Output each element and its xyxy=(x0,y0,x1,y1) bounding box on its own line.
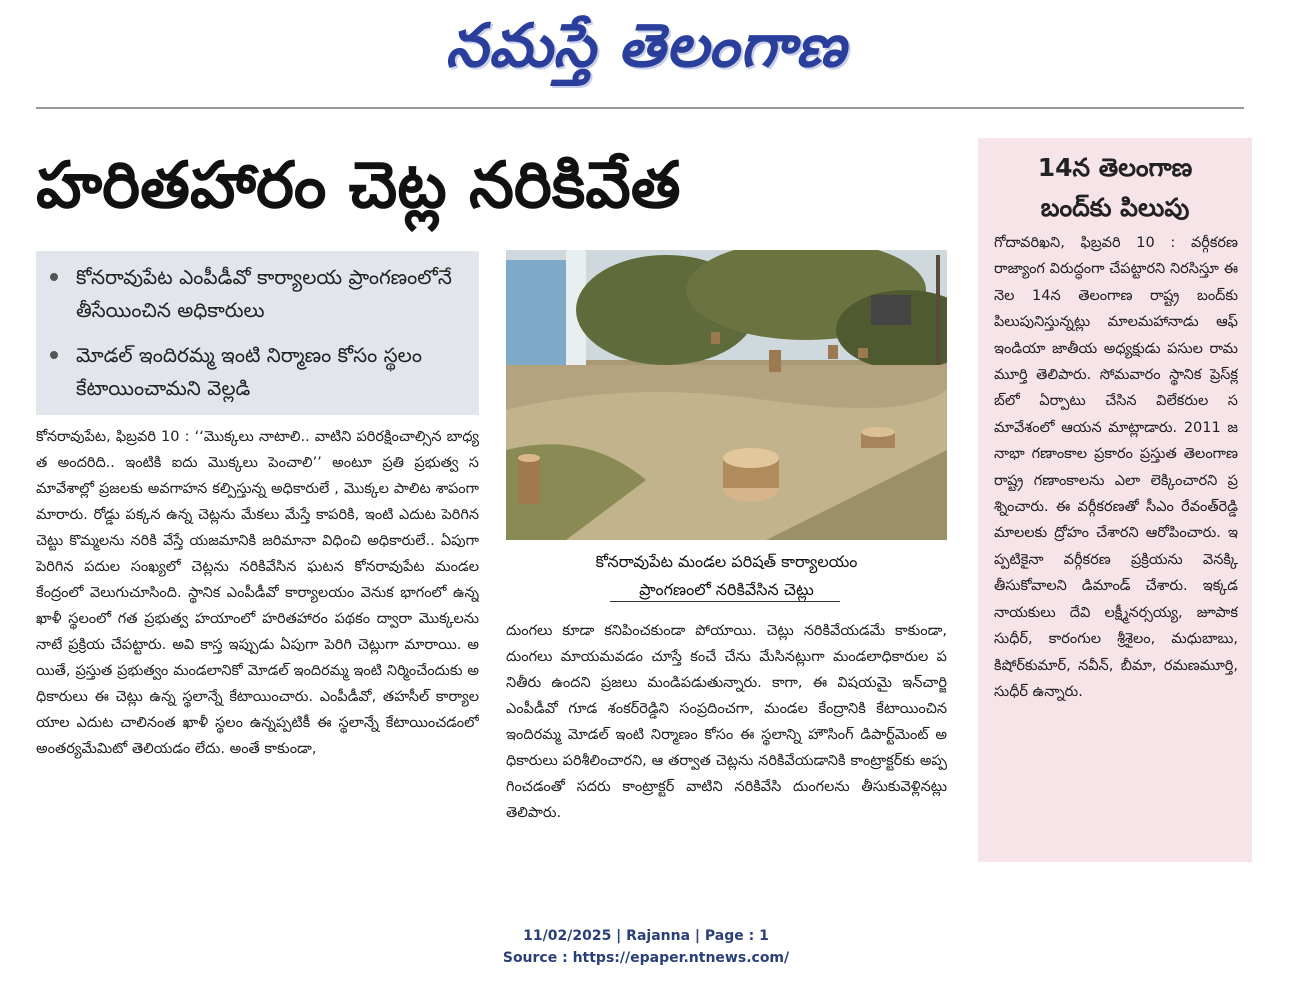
highlight-text: కోనరావుపేట ఎంపీడీవో కార్యాలయ ప్రాంగణంలోనే తీసేయించిన అధికారులు xyxy=(76,265,452,322)
bullet-icon xyxy=(50,351,58,359)
photo-caption xyxy=(506,548,947,604)
sidebar-headline-line2: బంద్‌కు పిలుపు xyxy=(1040,193,1190,222)
footer-date-edition: 11/02/2025 | Rajanna | Page : 1 xyxy=(523,928,769,944)
highlights-box xyxy=(36,251,479,415)
article-photo xyxy=(506,250,947,540)
felled-trees-photo xyxy=(506,250,947,540)
sidebar-headline-line1: 14న తెలంగాణ xyxy=(1037,153,1193,182)
footer-source: Source : https://epaper.ntnews.com/ xyxy=(502,950,790,966)
highlight-item xyxy=(50,261,470,327)
article-body-left: కోనరావుపేట, ఫిబ్రవరి 10 : ‘‘మొక్కలు నాటాలి.. వాటిని పరిరక్షించాల్సిన బాధ్యత అందరిది.. ఇంటికి ఐదు మొక్కలు పెంచాలి’’ అంటూ ప్రతి ప్రభుత్వ సమావేశాల్లో ప్రజలకు అవగాహన కల్పిస్తున్న అధికారులే , మొక్కల పాలిట శాపంగా మారారు. రోడ్డు పక్కన ఉన్న చెట్లను మేకలు మేస్తే కాపరికి, ఇంటి ఎదుట పెరిగిన చెట్టు కొమ్మలను నరికి వేస్తే యజమానికి జరిమానా విధించి అధికారులే.. ఏపుగా పెరిగిన పదుల సంఖ్యలో చెట్లను నరికివేసిన ఘటన కోనరావుపేట మండల కేంద్రంలో వెలుగుచూసింది. స్థానిక ఎంపీడీవో కార్యాలయం వెనుక భాగంలో ఉన్న ఖాళీ స్థలంలో గత ప్రభుత్వ హయాంలో హరితహారం పథకం ద్వారా మొక్కలను నాటే ప్రక్రియ చేపట్టారు. అవి కాస్త ఇప్పుడు ఏపుగా పెరిగి చెట్లుగా మారాయి. అయితే, ప్రస్తుత ప్రభుత్వం మండలానికో మోడల్ ఇందిరమ్మ ఇంటి నిర్మించేందుకు అధికారులు ఈ చెట్లు ఉన్న స్థలాన్నే కేటాయించారు. ఎంపీడీవో, తహసీల్ కార్యాలయాల ఎదుట చాలినంత ఖాళీ స్థలం ఉన్నప్పటికీ ఈ స్థలాన్నే కేటాయించడంలో అంతర్యమేమిటో తెలియడం లేదు. అంతే కాకుండా, xyxy=(36,429,479,757)
masthead-logo: నమస్తే తెలంగాణ xyxy=(445,11,847,81)
article-body-middle: దుంగలు కూడా కనిపించకుండా పోయాయి. చెట్లు నరికివేయడమే కాకుండా, దుంగలు మాయమవడం చూస్తే కంచే చేను మేసినట్లుగా మండలాధికారుల పనితీరు ఉందని ప్రజలు మండిపడుతున్నారు. కాగా, ఈ విషయమై ఇన్‌చార్జి ఎంపీడీవో గూడ శంకర్‌రెడ్డిని సంప్రదించగా, మండల కేంద్రానికి కేటాయించిన ఇందిరమ్మ మోడల్ ఇంటి నిర్మాణం కోసం ఈ స్థలాన్ని హౌసింగ్ డిపార్ట్‌మెంట్ అధికారులు పరిశీలించారని, ఆ తర్వాత చెట్లను నరికివేయడానికి కాంట్రాక్టర్‌కు అప్పగించడంతో సదరు కాంట్రాక్టర్ వాటిని నరికివేసి దుంగలను తీసుకువెళ్లినట్లు తెలిపారు. xyxy=(506,623,947,821)
caption-underline xyxy=(610,601,840,602)
sidebar-body: గోదావరిఖని, ఫిబ్రవరి 10 : వర్గీకరణ రాజ్యాంగ విరుద్ధంగా చేపట్టారని నిరసిస్తూ ఈ నెల 14న తెలంగాణ రాష్ట్ర బంద్‌కు పిలుపునిస్తున్నట్లు మాలమహానాడు ఆఫ్ ఇండియా జాతీయ అధ్యక్షుడు పసుల రామమూర్తి తెలిపారు. సోమవారం స్థానిక ప్రెస్‌క్లబ్‌లో ఏర్పాటు చేసిన విలేకరుల సమావేశంలో ఆయన మాట్లాడారు. 2011 జనాభా గణాంకాల ప్రకారం ప్రస్తుత తెలంగాణ రాష్ట్ర గణాంకాలను ఎలా లెక్కించారని ప్రశ్నించారు. ఈ వర్గీకరణతో సీఎం రేవంత్‌రెడ్డి మాలలకు ద్రోహం చేశారని ఆరోపించారు. ఇప్పటికైనా వర్గీకరణ ప్రక్రియను వెనక్కి తీసుకోవాలని డిమాండ్ చేశారు. ఇక్కడ నాయకులు దేవి లక్ష్మీనర్సయ్య, జూపాక సుధీర్, కారంగుల శ్రీశైలం, మధుబాబు, కిషోర్‌కుమార్, నవీన్, బీమా, రమణమూర్తి, సుధీర్ ఉన్నారు. xyxy=(994,235,1238,700)
sidebar-headline xyxy=(978,148,1252,228)
highlight-item xyxy=(50,339,470,405)
bullet-icon xyxy=(50,273,58,281)
masthead-divider xyxy=(36,107,1244,109)
sidebar-story xyxy=(978,138,1252,862)
article-headline: హరితహారం చెట్ల నరికివేత xyxy=(36,149,681,223)
photo-caption-line2: ప్రాంగణంలో నరికివేసిన చెట్లు xyxy=(639,580,814,599)
photo-caption-line1: కోనరావుపేట మండల పరిషత్ కార్యాలయం xyxy=(595,552,858,571)
highlight-text: మోడల్ ఇందిరమ్మ ఇంటి నిర్మాణం కోసం స్థలం కేటాయించామని వెల్లడి xyxy=(76,343,422,400)
